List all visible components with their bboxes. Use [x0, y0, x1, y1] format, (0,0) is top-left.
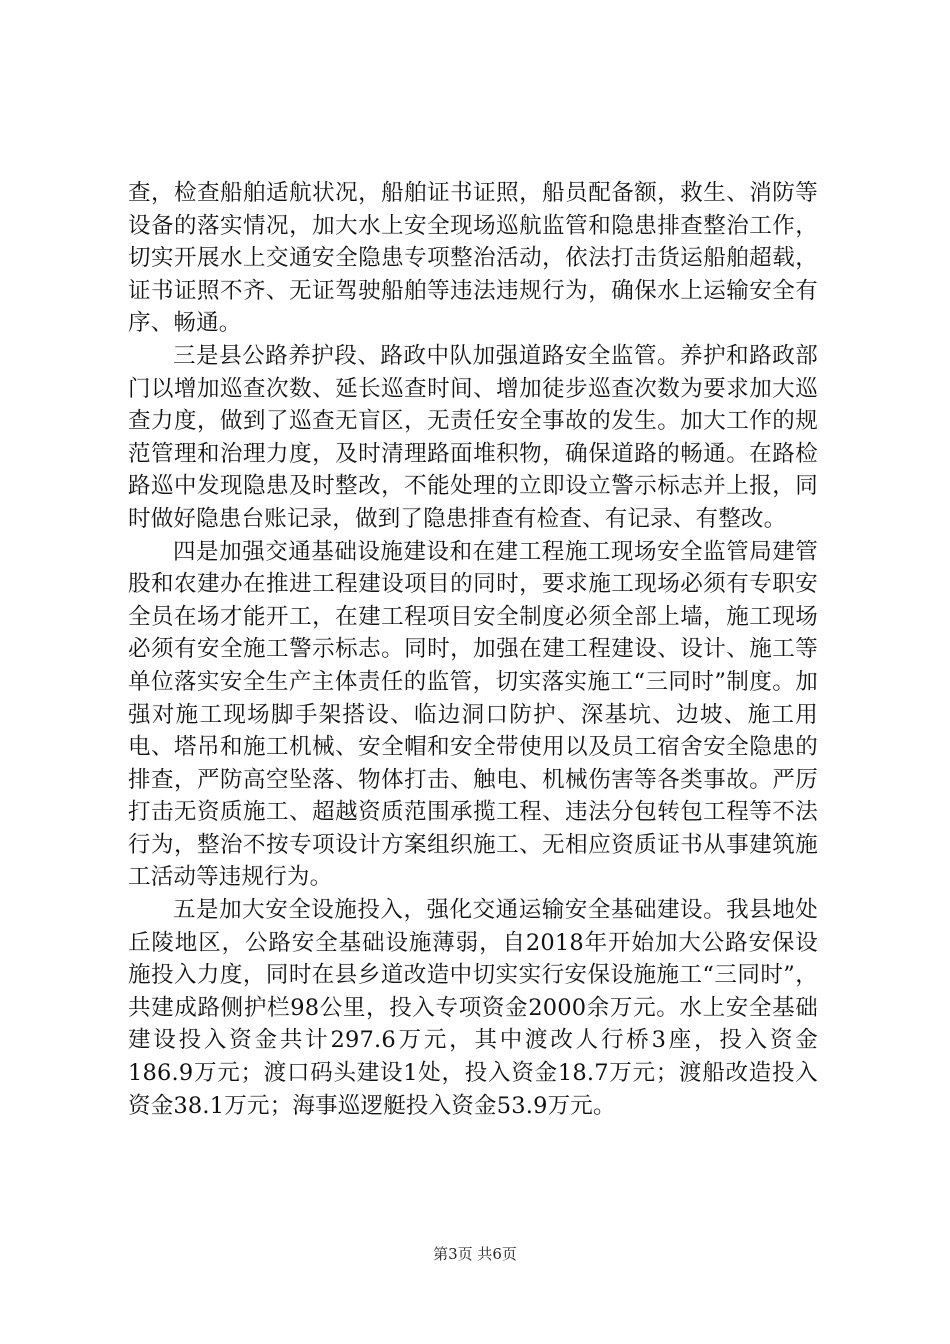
- page-number: 第3页: [433, 1245, 473, 1263]
- page-footer: [0, 1244, 950, 1264]
- document-body: [128, 177, 818, 1122]
- paragraph-road-supervision: 三是县公路养护段、路政中队加强道路安全监管。养护和路政部门以增加巡查次数、延长巡查时间、增加徒步巡查次数为要求加大巡查力度，做到了巡查无盲区，无责任安全事故的发生。加大工作的规范管理和治理力度，及时清理路面堆积物，确保道路的畅通。在路检路巡中发现隐患及时整改，不能处理的立即设立警示标志并上报，同时做好隐患台账记录，做到了隐患排查有检查、有记录、有整改。: [128, 342, 818, 532]
- page-total: 共6页: [477, 1245, 517, 1263]
- paragraph-continuation: 查，检查船舶适航状况，船舶证书证照，船员配备额，救生、消防等设备的落实情况，加大水上安全现场巡航监管和隐患排查整治工作，切实开展水上交通安全隐患专项整治活动，依法打击货运船舶超载，证书证照不齐、无证驾驶船舶等违法违规行为，确保水上运输安全有序、畅通。: [128, 180, 818, 337]
- paragraph-safety-investment: 五是加大安全设施投入，强化交通运输安全基础建设。我县地处丘陵地区，公路安全基础设施薄弱，自2018年开始加大公路安保设施投入力度，同时在县乡道改造中切实实行安保设施施工“三同时”，共建成路侧护栏98公里，投入专项资金2000余万元。水上安全基础建设投入资金共计297.6万元，其中渡改人行桥3座，投入资金186.9万元；渡口码头建设1处，投入资金18.7万元；渡船改造投入资金38.1万元；海事巡逻艇投入资金53.9万元。: [128, 897, 818, 1119]
- paragraph-construction-safety: 四是加强交通基础设施建设和在建工程施工现场安全监管局建管股和农建办在推进工程建设项目的同时，要求施工现场必须有专职安全员在场才能开工，在建工程项目安全制度必须全部上墙，施工现场必须有安全施工警示标志。同时，加强在建工程建设、设计、施工等单位落实安全生产主体责任的监管，切实落实施工“三同时”制度。加强对施工现场脚手架搭设、临边洞口防护、深基坑、边坡、施工用电、塔吊和施工机械、安全帽和安全带使用以及员工宿舍安全隐患的排查，严防高空坠落、物体打击、触电、机械伤害等各类事故。严厉打击无资质施工、超越资质范围承揽工程、违法分包转包工程等不法行为，整治不按专项设计方案组织施工、无相应资质证书从事建筑施工活动等违规行为。: [128, 538, 818, 891]
